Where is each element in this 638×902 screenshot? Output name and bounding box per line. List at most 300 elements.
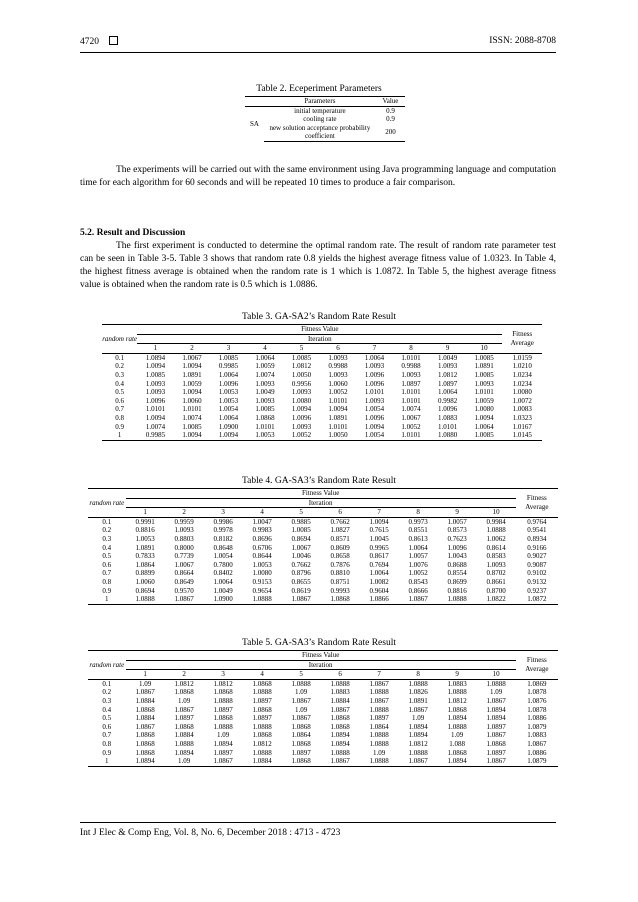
fitness-value-cell: 1.09 (177, 696, 191, 705)
fitness-value-cell: 0.9983 (252, 526, 272, 535)
fitness-average-header: Fitness Average (516, 651, 558, 680)
fitness-value-cell: 0.9982 (437, 396, 458, 405)
table2-group: SA (249, 119, 259, 128)
fitness-value-cell: 1.0052 (328, 388, 348, 397)
fitness-value-cell: 1.0101 (255, 422, 275, 431)
fitness-value-cell: 1.09 (138, 679, 152, 688)
random-rate-cell: 0.4 (102, 705, 112, 714)
random-rate-cell: 0.3 (115, 370, 124, 379)
fitness-value-cell: 1.0888 (252, 688, 272, 697)
fitness-value-cell: 0.7662 (291, 560, 311, 569)
fitness-value-cell: 0.9153 (252, 577, 272, 586)
fitness-value-cell: 1.0900 (204, 595, 243, 604)
fitness-value-cell: 1.0888 (213, 722, 233, 731)
random-rate-header: random rate (88, 651, 126, 680)
random-rate-cell: 0.8 (115, 413, 124, 422)
iteration-number: 10 (466, 344, 503, 354)
table-row (88, 544, 558, 553)
table-row (88, 552, 558, 561)
iteration-number: 3 (210, 344, 247, 354)
fitness-value-cell: 1.0894 (330, 731, 350, 740)
fitness-value-cell: 1.0064 (218, 413, 239, 422)
fitness-value-cell: 1.0096 (364, 370, 385, 379)
fitness-value-cell: 1.0085 (255, 405, 275, 414)
fitness-value-cell: 1.0894 (408, 722, 428, 731)
fitness-value-cell: 1.0884 (174, 731, 194, 740)
fitness-value-cell: 0.8583 (486, 552, 506, 561)
fitness-value-cell: 0.8661 (486, 577, 506, 586)
fitness-value-cell: 0.8182 (213, 534, 233, 543)
fitness-value-cell: 1.0093 (255, 396, 275, 405)
table-row (102, 353, 542, 362)
footer-citation: Int J Elec & Comp Eng, Vol. 8, No. 6, December 2018 : 4713 - 4723 (80, 828, 341, 838)
iteration-number: 10 (477, 670, 516, 680)
fitness-value-cell: 1.088 (449, 739, 465, 748)
table-row (102, 397, 542, 406)
fitness-value-cell: 1.0045 (369, 534, 389, 543)
fitness-value-cell: 1.0093 (437, 362, 458, 371)
fitness-average-cell: 1.0876 (527, 696, 547, 705)
fitness-value-cell: 1.0094 (182, 388, 202, 397)
fitness-value-cell: 1.0064 (364, 353, 385, 362)
table2-param: new solution acceptance probability coefficient (264, 124, 376, 142)
fitness-value-cell: 0.7662 (330, 517, 350, 526)
fitness-value-cell: 1.0888 (213, 696, 233, 705)
fitness-value-cell: 1.0096 (145, 396, 166, 405)
table4 (88, 488, 558, 605)
fitness-value-cell: 1.0868 (255, 413, 275, 422)
fitness-average-header: Fitness Average (502, 325, 542, 354)
fitness-value-cell: 0.9991 (135, 517, 155, 526)
fitness-value-cell: 1.0059 (182, 379, 202, 388)
fitness-value-cell: 1.0868 (252, 679, 272, 688)
iteration-numbers-row (88, 670, 558, 680)
fitness-value-cell: 0.8810 (330, 569, 350, 578)
fitness-average-cell: 1.0072 (512, 396, 532, 405)
fitness-value-cell: 1.0883 (330, 688, 350, 697)
fitness-value-cell: 1.0868 (135, 748, 155, 757)
fitness-value-cell: 1.0867 (399, 757, 438, 766)
fitness-value-cell: 0.8803 (174, 534, 194, 543)
table-row (245, 115, 405, 124)
fitness-value-cell: 0.9956 (291, 379, 312, 388)
fitness-value-cell: 1.0868 (447, 748, 467, 757)
fitness-value-cell: 1.0868 (135, 705, 155, 714)
fitness-value-cell: 1.0094 (145, 362, 166, 371)
fitness-value-cell: 1.0093 (364, 396, 385, 405)
fitness-value-cell: 1.0867 (369, 696, 389, 705)
fitness-value-cell: 1.0054 (213, 552, 233, 561)
iteration-header-row (88, 660, 558, 670)
table3-caption: Table 3. GA-SA2’s Random Rate Result (242, 312, 396, 322)
table-row (88, 595, 558, 604)
fitness-value-cell: 1.0093 (291, 422, 312, 431)
fitness-value-cell: 0.7623 (447, 534, 467, 543)
fitness-value-cell: 1.0093 (328, 353, 348, 362)
fitness-average-cell: 1.0886 (527, 714, 547, 723)
fitness-value-cell: 1.0093 (474, 379, 494, 388)
fitness-value-cell: 1.0888 (408, 679, 428, 688)
fitness-value-cell: 1.0101 (401, 396, 421, 405)
fitness-value-cell: 1.0867 (204, 757, 243, 766)
fitness-value-cell: 1.0868 (252, 705, 272, 714)
fitness-average-cell: 0.9132 (527, 577, 547, 586)
fitness-value-cell: 1.0900 (218, 422, 239, 431)
fitness-value-cell: 1.0867 (291, 714, 311, 723)
random-rate-cell: 1 (102, 431, 137, 440)
fitness-value-cell: 1.0067 (182, 353, 202, 362)
iteration-number: 7 (360, 508, 399, 518)
fitness-value-cell: 1.0812 (174, 679, 194, 688)
fitness-value-cell: 1.0888 (252, 722, 272, 731)
fitness-value-cell: 1.0867 (135, 722, 155, 731)
table-row (102, 414, 542, 423)
fitness-value-cell: 1.0093 (328, 370, 348, 379)
iteration-number: 5 (282, 508, 321, 518)
table-row (102, 431, 542, 440)
random-rate-cell: 0.3 (102, 534, 112, 543)
fitness-average-cell: 1.0878 (527, 688, 547, 697)
iteration-number: 4 (243, 670, 282, 680)
fitness-value-cell: 1.0867 (486, 696, 506, 705)
fitness-value-cell: 1.0082 (369, 577, 389, 586)
fitness-value-cell: 1.0812 (252, 739, 272, 748)
table-row (102, 362, 542, 371)
fitness-value-cell: 0.8658 (330, 552, 350, 561)
fitness-value-cell: 1.0891 (474, 362, 494, 371)
fitness-value-cell: 1.0085 (145, 370, 166, 379)
random-rate-cell: 0.5 (115, 388, 124, 397)
fitness-value-cell: 1.0053 (218, 388, 239, 397)
fitness-value-cell: 1.0888 (408, 748, 428, 757)
fitness-value-cell: 1.0043 (447, 552, 467, 561)
fitness-value-cell: 1.0080 (474, 405, 494, 414)
fitness-value-cell: 1.0867 (399, 595, 438, 604)
fitness-value-cell: 1.0064 (437, 388, 458, 397)
fitness-value-cell: 1.0888 (126, 595, 165, 604)
fitness-average-cell: 1.0879 (516, 757, 558, 766)
fitness-value-cell: 1.0884 (135, 714, 155, 723)
fitness-average-cell: 0.9087 (527, 560, 547, 569)
iteration-number: 8 (399, 670, 438, 680)
fitness-value-cell: 1.0894 (408, 731, 428, 740)
random-rate-cell: 0.9 (102, 748, 112, 757)
fitness-value-cell: 0.8694 (291, 534, 311, 543)
fitness-value-cell: 1.0076 (408, 560, 428, 569)
fitness-value-cell: 1.0049 (437, 353, 458, 362)
random-rate-cell: 0.9 (102, 586, 112, 595)
header-rule (80, 52, 556, 53)
iteration-number: 10 (477, 508, 516, 518)
fitness-value-cell: 1.0888 (291, 679, 311, 688)
fitness-value-cell: 0.9988 (328, 362, 348, 371)
iteration-number: 5 (283, 344, 320, 354)
random-rate-cell: 0.4 (115, 379, 124, 388)
fitness-value-cell: 0.8696 (252, 534, 272, 543)
fitness-value-cell: 1.0888 (369, 739, 389, 748)
fitness-value-cell: 1.0085 (466, 431, 503, 440)
iteration-header-row (102, 334, 542, 344)
fitness-value-cell: 1.0868 (135, 739, 155, 748)
table-row (102, 405, 542, 414)
fitness-value-cell: 0.9959 (174, 517, 194, 526)
fitness-value-cell: 1.0812 (408, 739, 428, 748)
page-number: 4720 (80, 37, 99, 47)
fitness-value-cell: 0.7694 (369, 560, 389, 569)
table5-caption: Table 5. GA-SA3’s Random Rate Result (242, 638, 396, 648)
fitness-value-cell: 1.0085 (182, 422, 202, 431)
fitness-average-cell: 0.9237 (527, 586, 547, 595)
fitness-value-cell: 1.0093 (145, 388, 166, 397)
fitness-value-cell: 1.0868 (291, 722, 311, 731)
random-rate-cell: 1 (88, 757, 126, 766)
paragraph-experiments (80, 164, 556, 190)
fitness-value-cell: 1.0868 (447, 705, 467, 714)
table-row (88, 740, 558, 749)
table-row (102, 388, 542, 397)
fitness-value-cell: 1.0093 (174, 526, 194, 535)
iteration-header: Iteration (137, 334, 502, 344)
fitness-value-cell: 1.0888 (447, 722, 467, 731)
iteration-number: 2 (165, 670, 204, 680)
footer-rule (80, 822, 556, 823)
fitness-value-cell: 1.0059 (255, 362, 275, 371)
fitness-value-cell: 1.0868 (486, 739, 506, 748)
fitness-value-cell: 1.0050 (320, 431, 357, 440)
fitness-value-cell: 1.0096 (437, 405, 458, 414)
iteration-number: 3 (204, 508, 243, 518)
fitness-value-cell: 1.0888 (438, 595, 477, 604)
iteration-number: 7 (356, 344, 393, 354)
fitness-value-cell: 0.8648 (213, 543, 233, 552)
table-row (102, 423, 542, 432)
random-rate-header: random rate (102, 325, 137, 354)
random-rate-cell: 0.6 (102, 722, 112, 731)
fitness-value-cell: 1.0093 (255, 379, 275, 388)
fitness-value-cell: 0.8699 (447, 577, 467, 586)
fitness-value-cell: 0.8796 (291, 569, 311, 578)
table-header-row (88, 489, 558, 499)
fitness-average-cell: 0.9027 (527, 552, 547, 561)
table3 (102, 324, 542, 441)
fitness-value-cell: 1.0897 (486, 748, 506, 757)
fitness-value-cell: 1.0094 (182, 362, 202, 371)
fitness-value-cell: 0.8000 (174, 543, 194, 552)
table2-value: 0.9 (386, 115, 395, 123)
fitness-value-cell: 1.09 (411, 714, 425, 723)
fitness-value-cell: 1.0891 (182, 370, 202, 379)
fitness-value-cell: 1.0868 (291, 739, 311, 748)
fitness-value-cell: 1.0883 (447, 679, 467, 688)
fitness-value-cell: 0.9654 (252, 586, 272, 595)
fitness-value-cell: 1.0052 (408, 569, 428, 578)
fitness-value-cell: 0.8543 (408, 577, 428, 586)
fitness-value-cell: 1.0085 (291, 526, 311, 535)
fitness-value-cell: 1.0080 (252, 569, 272, 578)
fitness-value-cell: 1.0093 (401, 370, 421, 379)
fitness-average-cell: 1.0867 (527, 739, 547, 748)
table-row (88, 714, 558, 723)
fitness-value-cell: 0.9604 (369, 586, 389, 595)
table-row (245, 124, 405, 142)
fitness-value-cell: 1.0867 (291, 696, 311, 705)
table-row (102, 380, 542, 389)
fitness-value-cell: 0.9985 (218, 362, 239, 371)
fitness-value-cell: 1.0888 (486, 679, 506, 688)
iteration-number: 2 (165, 508, 204, 518)
random-rate-cell: 0.7 (102, 731, 112, 740)
fitness-value-cell: 1.0868 (135, 731, 155, 740)
fitness-value-cell: 1.09 (490, 688, 503, 697)
fitness-value-cell: 1.0864 (135, 560, 155, 569)
fitness-value-cell: 1.0101 (145, 405, 166, 414)
fitness-average-cell: 1.0234 (512, 370, 532, 379)
fitness-value-cell: 1.0868 (213, 714, 233, 723)
fitness-average-cell: 1.0080 (512, 388, 532, 397)
fitness-value-cell: 1.0101 (328, 396, 348, 405)
fitness-value-cell: 0.9978 (213, 526, 233, 535)
fitness-value-cell: 1.0894 (126, 757, 165, 766)
random-rate-cell: 0.6 (115, 396, 124, 405)
random-rate-cell: 0.5 (102, 714, 112, 723)
fitness-value-cell: 0.9984 (486, 517, 506, 526)
iteration-number: 8 (393, 344, 430, 354)
random-rate-cell: 0.1 (115, 353, 124, 362)
fitness-value-cell: 1.0897 (252, 714, 272, 723)
fitness-value-cell: 1.0884 (243, 757, 282, 766)
table-row (88, 697, 558, 706)
fitness-value-cell: 0.7876 (330, 560, 350, 569)
fitness-value-cell: 1.0867 (174, 705, 194, 714)
fitness-value-cell: 1.0888 (486, 526, 506, 535)
random-rate-cell: 0.3 (102, 696, 112, 705)
fitness-value-cell: 1.0080 (291, 396, 312, 405)
table5 (88, 650, 558, 767)
fitness-value-cell: 1.0897 (252, 696, 272, 705)
fitness-value-cell: 1.0094 (210, 431, 247, 440)
fitness-value-cell: 1.0085 (474, 353, 494, 362)
iteration-header: Iteration (126, 660, 516, 670)
fitness-value-cell: 1.0062 (486, 534, 506, 543)
iteration-number: 6 (320, 344, 357, 354)
fitness-value-cell: 1.0096 (364, 379, 385, 388)
fitness-value-cell: 1.0867 (486, 731, 506, 740)
fitness-value-cell: 0.9993 (330, 586, 350, 595)
fitness-value-cell: 1.0894 (438, 757, 477, 766)
fitness-value-cell: 0.8700 (486, 586, 506, 595)
table-row (88, 688, 558, 697)
fitness-average-cell: 1.0883 (527, 731, 547, 740)
table-row (88, 749, 558, 758)
fitness-value-cell: 1.0057 (447, 517, 467, 526)
fitness-value-cell: 1.0868 (252, 731, 272, 740)
fitness-value-cell: 1.0868 (213, 688, 233, 697)
fitness-value-cell: 1.0067 (291, 543, 311, 552)
iteration-number: 5 (282, 670, 321, 680)
fitness-value-cell: 1.0897 (213, 748, 233, 757)
fitness-value-cell: 1.0054 (356, 431, 393, 440)
fitness-value-cell: 0.8751 (330, 577, 350, 586)
fitness-value-cell: 1.0894 (447, 714, 467, 723)
fitness-value-cell: 1.0101 (401, 353, 421, 362)
fitness-value-header: Fitness Value (126, 489, 516, 499)
fitness-value-cell: 1.0052 (401, 422, 421, 431)
fitness-value-header: Fitness Value (137, 325, 502, 335)
table-row (88, 731, 558, 740)
fitness-value-cell: 1.0096 (364, 413, 385, 422)
fitness-value-cell: 1.0822 (477, 595, 516, 604)
fitness-value-cell: 1.0868 (330, 714, 350, 723)
fitness-value-cell: 1.0864 (291, 731, 311, 740)
fitness-value-cell: 1.0060 (135, 577, 155, 586)
fitness-value-cell: 0.8694 (135, 586, 155, 595)
fitness-value-cell: 1.0867 (477, 757, 516, 766)
fitness-average-cell: 0.8934 (527, 534, 547, 543)
fitness-value-cell: 1.0812 (291, 362, 312, 371)
fitness-value-header: Fitness Value (126, 651, 516, 661)
iteration-number: 1 (126, 670, 165, 680)
iteration-number: 9 (429, 344, 466, 354)
fitness-value-cell: 1.0052 (283, 431, 320, 440)
fitness-value-cell: 1.0827 (330, 526, 350, 535)
random-rate-cell: 0.9 (115, 422, 124, 431)
random-rate-cell: 0.8 (102, 577, 112, 586)
fitness-value-cell: 1.0054 (218, 405, 239, 414)
fitness-average-cell: 1.0886 (527, 748, 547, 757)
fitness-value-cell: 1.0888 (360, 757, 399, 766)
fitness-value-cell: 1.0053 (252, 560, 272, 569)
fitness-value-cell: 0.9965 (369, 543, 389, 552)
table2-header-row (245, 97, 405, 107)
random-rate-cell: 0.7 (102, 569, 112, 578)
iteration-number: 4 (247, 344, 284, 354)
table-row (88, 535, 558, 544)
fitness-value-cell: 1.0894 (486, 705, 506, 714)
fitness-average-cell: 1.0145 (502, 431, 542, 440)
fitness-value-cell: 1.0888 (174, 739, 194, 748)
fitness-value-cell: 1.0812 (437, 370, 458, 379)
fitness-value-cell: 1.0894 (213, 739, 233, 748)
paragraph-results-text: The first experiment is conducted to determine the optimal random rate. The result of random rate parameter test can be seen in Table 3-5. Table 3 shows that random rate 0.8 yields the highest average fitness value of 1.0323. In Table 4, the highest fitness average is obtained when the random rate is 1 which is 1.0872. In Table 5, the highest average fitness value is obtained when the random rate is 0.5 which is 1.0886. (80, 241, 556, 290)
iteration-number: 2 (174, 344, 211, 354)
table-row (88, 723, 558, 732)
random-rate-cell: 0.2 (102, 688, 112, 697)
iteration-header: Iteration (126, 498, 516, 508)
fitness-value-cell: 0.9570 (174, 586, 194, 595)
fitness-value-cell: 0.8688 (447, 560, 467, 569)
fitness-value-cell: 1.0085 (291, 353, 312, 362)
fitness-value-cell: 1.0053 (135, 534, 155, 543)
fitness-value-cell: 1.0867 (321, 757, 360, 766)
fitness-value-cell: 1.0868 (330, 722, 350, 731)
random-rate-cell: 0.2 (115, 362, 124, 371)
fitness-value-cell: 0.8664 (174, 569, 194, 578)
fitness-value-cell: 1.0064 (474, 422, 494, 431)
table-row (88, 578, 558, 587)
iteration-number: 9 (438, 508, 477, 518)
fitness-average-cell: 1.0879 (527, 722, 547, 731)
fitness-value-cell: 1.0866 (360, 595, 399, 604)
fitness-average-cell: 1.0159 (512, 353, 532, 362)
fitness-value-cell: 1.0064 (369, 569, 389, 578)
fitness-value-cell: 1.0096 (218, 379, 239, 388)
fitness-value-cell: 1.0888 (369, 705, 389, 714)
fitness-average-cell: 1.0167 (512, 422, 532, 431)
fitness-value-cell: 1.09 (294, 705, 308, 714)
fitness-value-cell: 0.7800 (213, 560, 233, 569)
fitness-value-cell: 1.0060 (328, 379, 348, 388)
table-row (88, 561, 558, 570)
